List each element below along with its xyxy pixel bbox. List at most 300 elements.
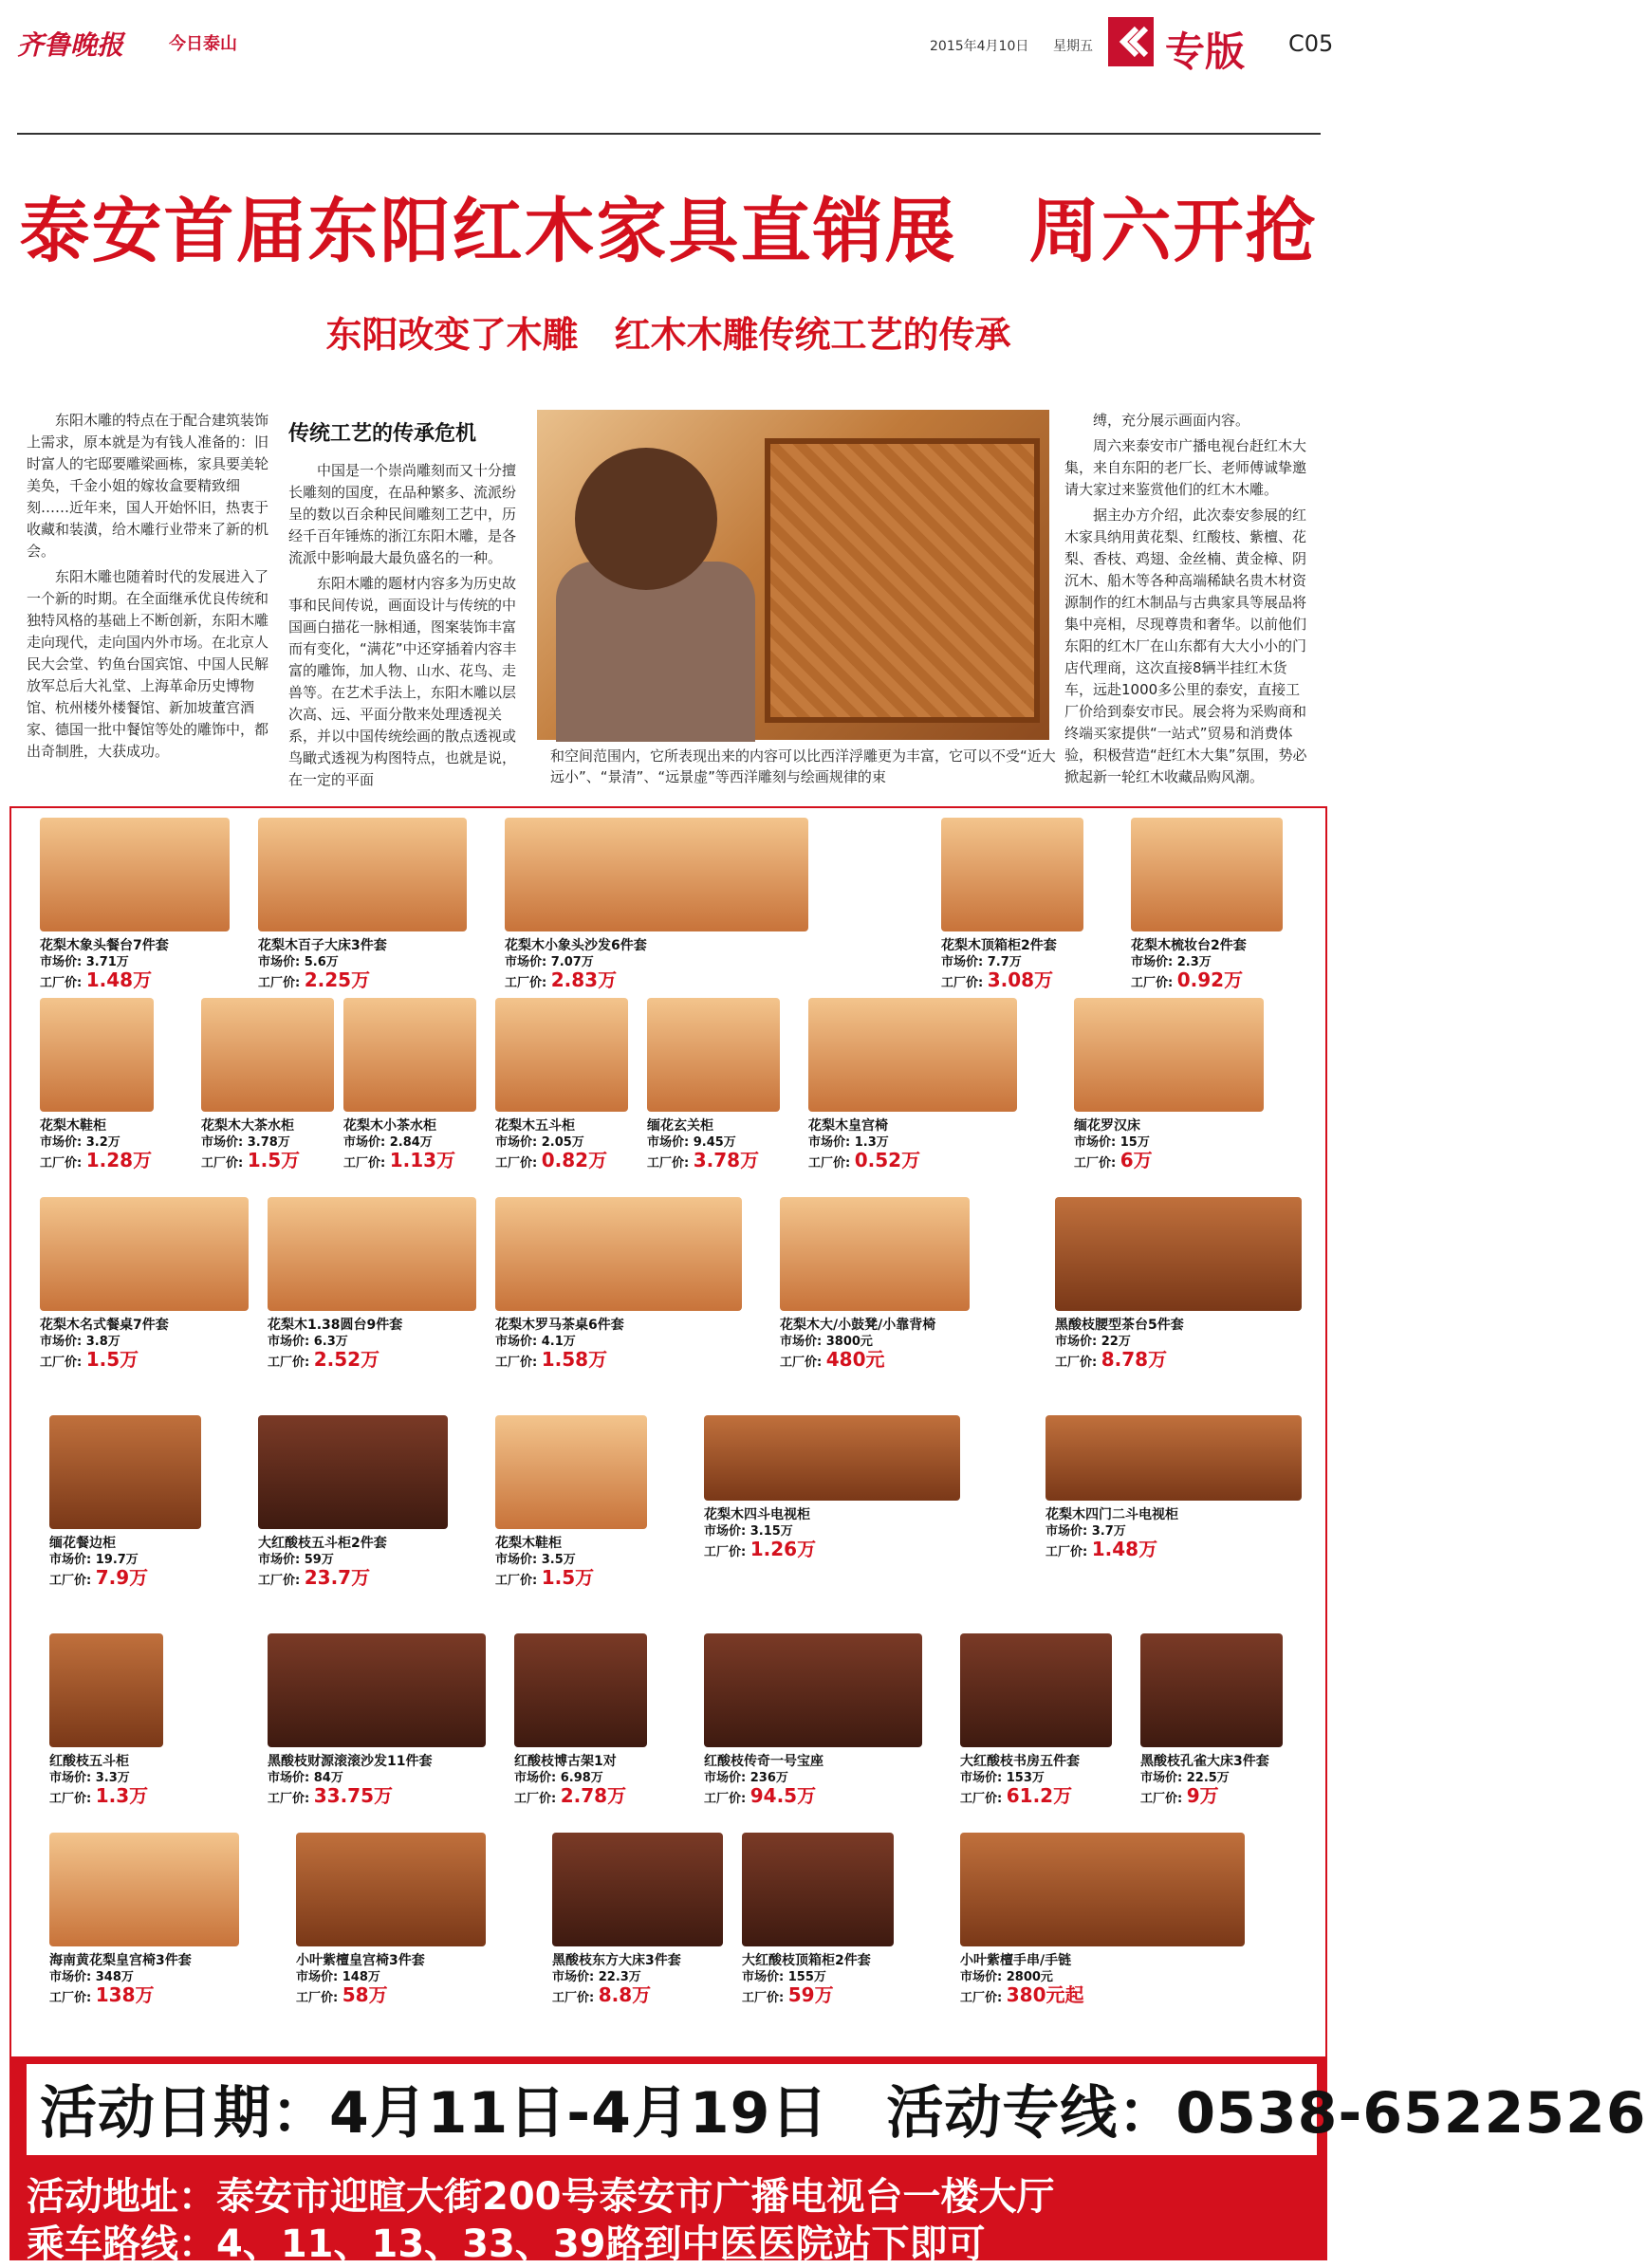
market-price-label: 市场价: [780,1335,823,1349]
market-price: 6.3万 [313,1335,348,1349]
market-price-label: 市场价: [296,1970,339,1984]
market-price: 4.1万 [541,1335,576,1349]
factory-price-row [1055,1348,1302,1372]
product-name: 花梨木小象头沙发6件套 [505,938,647,953]
factory-price: 2.25万 [304,968,371,991]
furniture-photo [1131,818,1283,931]
factory-price-label: 工厂价: [268,1792,310,1806]
market-price: 7.07万 [550,955,594,969]
market-price: 15万 [1120,1135,1150,1150]
product-name: 缅花玄关柜 [647,1118,713,1134]
market-price: 3.8万 [85,1335,120,1349]
issue-weekday: 星期五 [1053,39,1093,54]
furniture-photo [960,1633,1112,1747]
factory-price: 1.58万 [541,1348,608,1371]
paragraph: 东阳木雕的题材内容多为历史故事和民间传说，画面设计与传统的中国画白描花一脉相通，图案装饰丰富而有变化，“满花”中还穿插着内容丰富的雕饰，加人物、山水、花鸟、走兽等。在艺术手法上，东阳木雕以层次高、远、平面分散来处理透视关系，并以中国传统绘画的散点透视或鸟瞰式透视为构图特点，也就是说，在一定的平面 [288,575,517,788]
factory-price-label: 工厂价: [780,1355,823,1370]
product-name: 花梨木顶箱柜2件套 [941,938,1057,953]
product-card [960,1833,1245,2007]
market-price-label: 市场价: [268,1335,310,1349]
product-card [258,818,467,992]
factory-price: 61.2万 [1006,1784,1073,1807]
factory-price-row [1074,1149,1264,1172]
factory-price-row [495,1566,647,1590]
market-price: 22.3万 [598,1970,641,1984]
furniture-photo [780,1197,970,1311]
market-price-label: 市场价: [1140,1771,1183,1785]
carver-head [575,448,717,590]
product-name: 红酸枝博古架1对 [514,1754,617,1769]
furniture-photo [1055,1197,1302,1311]
factory-price-row [40,1348,249,1372]
market-price: 148万 [342,1970,380,1984]
issue-date: 2015年4月10日 [930,39,1029,54]
market-price-label: 市场价: [742,1970,785,1984]
market-price-label: 市场价: [495,1335,538,1349]
product-name: 花梨木小茶水柜 [343,1118,436,1134]
market-price-label: 市场价: [343,1135,386,1150]
subheadline: 东阳改变了木雕 红木木雕传统工艺的传承 [325,314,1011,356]
product-card [780,1197,970,1372]
market-price-label: 市场价: [495,1135,538,1150]
product-name: 花梨木四门二斗电视柜 [1046,1507,1178,1522]
factory-price-row [268,1348,476,1372]
product-card [1046,1415,1302,1561]
product-card [552,1833,723,2007]
furniture-photo [258,818,467,931]
product-card [960,1633,1112,1808]
product-name: 小叶紫檀皇宫椅3件套 [296,1953,425,1968]
product-card [647,998,780,1172]
special-title: 专版 [1165,28,1246,75]
market-price: 22.5万 [1186,1771,1230,1785]
market-price-row [1046,1523,1302,1540]
product-card [268,1633,486,1808]
market-price: 9.45万 [693,1135,736,1150]
market-price: 2.84万 [389,1135,433,1150]
factory-price-row [1046,1540,1302,1561]
market-price-row [1074,1134,1264,1152]
event-banner [27,2064,1647,2155]
market-price-label: 市场价: [514,1771,557,1785]
factory-price-label: 工厂价: [505,976,547,990]
furniture-photo [258,1415,448,1529]
market-price-label: 市场价: [49,1771,92,1785]
factory-price-label: 工厂价: [495,1355,538,1370]
market-price: 3.15万 [749,1524,793,1539]
article-section-title: 传统工艺的传承危机 [288,422,477,446]
factory-price-row [780,1348,970,1372]
furniture-photo [495,1415,647,1529]
market-price: 5.6万 [304,955,339,969]
product-name: 黑酸枝腰型茶台5件套 [1055,1318,1184,1333]
factory-price-label: 工厂价: [1131,976,1174,990]
factory-price-row [49,1784,163,1808]
product-name: 花梨木百子大床3件套 [258,938,387,953]
factory-price-row [268,1784,486,1808]
furniture-photo [808,998,1017,1112]
market-price-label: 市场价: [960,1970,1003,1984]
product-card [49,1833,239,2007]
factory-price: 380元起 [1006,1983,1084,2006]
product-name: 花梨木五斗柜 [495,1118,575,1134]
market-price-label: 市场价: [258,955,301,969]
market-price-row [960,1969,1245,1986]
factory-price: 2.78万 [560,1784,627,1807]
factory-price: 1.5万 [541,1566,595,1589]
factory-price: 8.78万 [1101,1348,1168,1371]
furniture-photo [1046,1415,1302,1501]
paragraph: 东阳木雕也随着时代的发展进入了一个新的时期。在全面继承优良传统和独特风格的基础上不断创新，东阳木雕走向现代，走向国内外市场。在北京人民大会堂、钓鱼台国宾馆、中国人民解放军总后大礼堂、上海革命历史博物馆、杭州楼外楼餐馆、新加坡董宫酒家、德国一批中餐馆等处的雕饰中，都出奇制胜，大获成功。 [27,568,269,760]
section-name: 今日泰山 [169,34,237,54]
factory-price-label: 工厂价: [268,1355,310,1370]
furniture-photo [1074,998,1264,1112]
furniture-photo [941,818,1083,931]
market-price-row [1055,1334,1302,1351]
factory-price-label: 工厂价: [1046,1545,1088,1559]
factory-price-row [40,1149,154,1172]
market-price-label: 市场价: [495,1553,538,1567]
market-price: 3.2万 [85,1135,120,1150]
market-price: 22万 [1101,1335,1131,1349]
page-number: C05 [1288,30,1334,57]
market-price-label: 市场价: [941,955,984,969]
market-price-label: 市场价: [268,1771,310,1785]
furniture-photo [1140,1633,1283,1747]
product-card [941,818,1083,992]
factory-price-label: 工厂价: [258,1574,301,1588]
factory-price-row [514,1784,647,1808]
brand-logo: 齐鲁晚报 [17,29,124,61]
factory-price-row [258,1566,448,1590]
product-name: 花梨木鞋柜 [40,1118,106,1134]
product-name: 花梨木名式餐桌7件套 [40,1318,169,1333]
product-card [505,818,808,992]
factory-price-label: 工厂价: [201,1156,244,1171]
factory-price: 59万 [787,1983,834,2006]
factory-price-label: 工厂价: [495,1574,538,1588]
furniture-photo [201,998,334,1112]
article-column-2 [288,417,520,787]
product-name: 黑酸枝财源滚滚沙发11件套 [268,1754,433,1769]
factory-price: 1.5万 [247,1149,301,1171]
market-price-label: 市场价: [1046,1524,1088,1539]
factory-price-label: 工厂价: [704,1545,747,1559]
market-price-row [296,1969,486,1986]
factory-price-row [941,968,1083,992]
product-card [704,1633,922,1808]
carved-panel [765,438,1040,723]
market-price-label: 市场价: [704,1771,747,1785]
factory-price-label: 工厂价: [960,1991,1003,2005]
product-grid [9,806,1327,2058]
factory-price-label: 工厂价: [258,976,301,990]
product-card [343,998,476,1172]
woodcarver-photo [537,410,1049,740]
product-card [514,1633,647,1808]
market-price-label: 市场价: [1074,1135,1117,1150]
product-name: 花梨木罗马茶桌6件套 [495,1318,624,1333]
product-name: 红酸枝五斗柜 [49,1754,129,1769]
furniture-photo [49,1633,163,1747]
market-price: 3.3万 [95,1771,130,1785]
factory-price-row [960,1983,1245,2007]
product-card [296,1833,486,2007]
product-name: 花梨木四斗电视柜 [704,1507,810,1522]
factory-price-label: 工厂价: [49,1574,92,1588]
factory-price: 1.28万 [85,1149,153,1171]
furniture-photo [647,998,780,1112]
market-price: 84万 [313,1771,343,1785]
factory-price-label: 工厂价: [1074,1156,1117,1171]
factory-price: 0.52万 [854,1149,921,1171]
furniture-photo [742,1833,894,1946]
factory-price-label: 工厂价: [1055,1355,1098,1370]
furniture-photo [704,1415,960,1501]
factory-price-row [258,968,467,992]
product-name: 花梨木大/小鼓凳/小靠背椅 [780,1318,936,1333]
product-name: 花梨木大茶水柜 [201,1118,294,1134]
factory-price-row [1131,968,1283,992]
factory-price-label: 工厂价: [1140,1792,1183,1806]
market-price-label: 市场价: [49,1970,92,1984]
product-card [808,998,1017,1172]
market-price: 2.3万 [1176,955,1212,969]
factory-price-row [704,1784,922,1808]
product-name: 花梨木皇宫椅 [808,1118,888,1134]
market-price-label: 市场价: [704,1524,747,1539]
product-name: 花梨木梳妆台2件套 [1131,938,1247,953]
factory-price: 1.26万 [749,1538,817,1560]
factory-price-row [552,1983,723,2007]
factory-price-label: 工厂价: [941,976,984,990]
furniture-photo [495,998,628,1112]
product-card [49,1633,163,1808]
bus-route: 乘车路线：4、11、13、33、39路到中医医院站下即可 [27,2222,986,2266]
furniture-photo [40,998,154,1112]
factory-price: 58万 [342,1983,388,2006]
product-name: 花梨木1.38圆台9件套 [268,1318,403,1333]
paragraph: 东阳木雕的特点在于配合建筑装饰上需求，原本就是为有钱人准备的：旧时富人的宅邸要雕梁画栋，家具要美轮美奂，千金小姐的嫁妆盒要精致细刻……近年来，国人开始怀旧，热衷于收藏和装潢，给木雕行业带来了新的机会。 [27,412,269,560]
factory-price: 138万 [95,1983,155,2006]
furniture-photo [40,818,230,931]
factory-price-label: 工厂价: [49,1991,92,2005]
product-name: 黑酸枝东方大床3件套 [552,1953,681,1968]
furniture-photo [495,1197,742,1311]
factory-price: 7.9万 [95,1566,149,1589]
factory-price: 6万 [1120,1149,1153,1171]
product-name: 海南黄花梨皇宫椅3件套 [49,1953,192,1968]
factory-price: 33.75万 [313,1784,393,1807]
factory-price-row [1140,1784,1283,1808]
market-price: 1.3万 [854,1135,889,1150]
product-name: 缅花罗汉床 [1074,1118,1140,1134]
factory-price: 2.83万 [550,968,618,991]
market-price-label: 市场价: [505,955,547,969]
product-card [1074,998,1264,1172]
market-price: 3.71万 [85,955,129,969]
market-price: 3.5万 [541,1553,576,1567]
furniture-photo [49,1833,239,1946]
market-price-label: 市场价: [1131,955,1174,969]
factory-price-row [704,1540,960,1561]
factory-price-label: 工厂价: [296,1991,339,2005]
factory-price-row [49,1983,239,2007]
product-name: 大红酸枝顶箱柜2件套 [742,1953,871,1968]
product-name: 大红酸枝书房五件套 [960,1754,1080,1769]
market-price-row [495,1334,742,1351]
factory-price-label: 工厂价: [40,976,83,990]
product-name: 黑酸枝孔雀大床3件套 [1140,1754,1269,1769]
product-card [40,818,230,992]
factory-price-label: 工厂价: [49,1792,92,1806]
masthead [17,17,1334,75]
product-card [1140,1633,1283,1808]
market-price: 236万 [749,1771,788,1785]
market-price-label: 市场价: [49,1553,92,1567]
furniture-photo [514,1633,647,1747]
factory-price-label: 工厂价: [514,1792,557,1806]
market-price-label: 市场价: [40,955,83,969]
factory-price-row [495,1149,628,1172]
market-price-label: 市场价: [40,1335,83,1349]
market-price: 7.7万 [987,955,1022,969]
furniture-photo [552,1833,723,1946]
factory-price-row [647,1149,780,1172]
product-name: 花梨木鞋柜 [495,1536,562,1551]
factory-price: 480元 [825,1348,885,1371]
product-card [742,1833,894,2007]
event-address: 活动地址：泰安市迎暄大街200号泰安市广播电视台一楼大厅 [27,2175,1055,2219]
product-name: 大红酸枝五斗柜2件套 [258,1536,387,1551]
market-price-row [40,1334,249,1351]
market-price-row [704,1523,960,1540]
paragraph: 缚，充分展示画面内容。 [1093,412,1250,429]
product-name: 红酸枝传奇一号宝座 [704,1754,824,1769]
factory-price: 23.7万 [304,1566,371,1589]
product-card [704,1415,960,1561]
market-price-label: 市场价: [40,1135,83,1150]
market-price-label: 市场价: [552,1970,595,1984]
product-card [201,998,334,1172]
product-card [495,998,628,1172]
product-name: 花梨木象头餐台7件套 [40,938,169,953]
product-card [268,1197,476,1372]
factory-price-label: 工厂价: [552,1991,595,2005]
article-column-3 [1064,410,1311,789]
product-card [40,1197,249,1372]
market-price: 2.05万 [541,1135,584,1150]
market-price-label: 市场价: [808,1135,851,1150]
masthead-divider [17,133,1321,135]
factory-price: 1.48万 [85,968,153,991]
factory-price-row [742,1983,894,2007]
product-name: 缅花餐边柜 [49,1536,116,1551]
product-card [258,1415,448,1590]
factory-price: 2.52万 [313,1348,380,1371]
article-column-1 [27,410,271,789]
factory-price-label: 工厂价: [808,1156,851,1171]
furniture-photo [296,1833,486,1946]
product-name: 小叶紫檀手串/手链 [960,1953,1072,1968]
factory-price: 8.8万 [598,1983,652,2006]
market-price: 3.78万 [247,1135,290,1150]
paragraph: 中国是一个崇尚雕刻而又十分擅长雕刻的国度，在品种繁多、流派纷呈的数以百余种民间雕刻工艺中，历经千百年锤炼的浙江东阳木雕，是各流派中影响最大最负盛名的一种。 [288,462,517,566]
paragraph: 据主办方介绍，此次泰安参展的红木家具纳用黄花梨、红酸枝、紫檀、花梨、香枝、鸡翅、金丝楠、黄金樟、阴沉木、船木等各种高端稀缺名贵木材资源制作的红木制品与古典家具等展品将集中亮相，尽现尊贵和奢华。以前他们东阳的红木厂在山东都有大大小小的门店代理商，这次直接8辆半挂红木货车，远赴1000多公里的泰安，直接工厂价给到泰安市民。展会将为采购商和终端买家提供“一站式”贸易和消费体验，积极营造“赶红木大集”氛围，势必掀起新一轮红木收藏品购风潮。 [1064,507,1307,785]
factory-price: 1.13万 [389,1149,456,1171]
factory-price: 0.82万 [541,1149,608,1171]
product-card [495,1415,647,1590]
product-card [49,1415,201,1590]
factory-price: 0.92万 [1176,968,1244,991]
furniture-photo [505,818,808,931]
market-price-label: 市场价: [1055,1335,1098,1349]
market-price: 6.98万 [560,1771,603,1785]
factory-price: 1.5万 [85,1348,139,1371]
paragraph: 周六来泰安市广播电视台赶红木大集，来自东阳的老厂长、老师傅诚挚邀请大家过来鉴赏他们的红木木雕。 [1064,437,1307,498]
furniture-photo [343,998,476,1112]
factory-price-label: 工厂价: [40,1156,83,1171]
market-price-label: 市场价: [258,1553,301,1567]
market-price: 153万 [1006,1771,1045,1785]
event-date-hotline: 活动日期：4月11日-4月19日 活动专线：0538-6522526 [40,2080,1647,2147]
factory-price-row [495,1348,742,1372]
factory-price-label: 工厂价: [40,1355,83,1370]
factory-price-row [40,968,230,992]
product-card [40,998,154,1172]
factory-price: 3.08万 [987,968,1054,991]
section-tab-icon [1108,17,1154,66]
factory-price-row [960,1784,1112,1808]
factory-price: 1.48万 [1091,1538,1158,1560]
factory-price-row [296,1983,486,2007]
product-card [1131,818,1283,992]
factory-price-row [505,968,808,992]
factory-price: 1.3万 [95,1784,149,1807]
market-price-label: 市场价: [201,1135,244,1150]
factory-price-row [808,1149,1017,1172]
factory-price-label: 工厂价: [647,1156,690,1171]
photo-caption-text: 和空间范围内，它所表现出来的内容可以比西洋浮雕更为丰富，它可以不受“近大远小”、“景清”、“远景虚”等西洋雕刻与绘画规律的束 [550,747,1056,785]
headline: 泰安首届东阳红木家具直销展 周六开抢 [19,191,1318,272]
furniture-photo [268,1197,476,1311]
market-price: 59万 [304,1553,334,1567]
factory-price-row [343,1149,476,1172]
factory-price-label: 工厂价: [495,1156,538,1171]
factory-price: 3.78万 [693,1149,760,1171]
factory-price: 9万 [1186,1784,1219,1807]
factory-price: 94.5万 [749,1784,817,1807]
factory-price-row [201,1149,334,1172]
furniture-photo [960,1833,1245,1946]
product-card [495,1197,742,1372]
market-price-label: 市场价: [960,1771,1003,1785]
furniture-photo [40,1197,249,1311]
furniture-photo [704,1633,922,1747]
factory-price-row [49,1566,201,1590]
event-footer [9,2058,1647,2266]
market-price: 19.7万 [95,1553,139,1567]
factory-price-label: 工厂价: [704,1792,747,1806]
factory-price-label: 工厂价: [343,1156,386,1171]
factory-price-label: 工厂价: [742,1991,785,2005]
market-price: 2800元 [1006,1970,1053,1984]
market-price: 348万 [95,1970,134,1984]
market-price: 3.7万 [1091,1524,1126,1539]
product-card [1055,1197,1302,1372]
furniture-photo [49,1415,201,1529]
furniture-photo [268,1633,486,1747]
